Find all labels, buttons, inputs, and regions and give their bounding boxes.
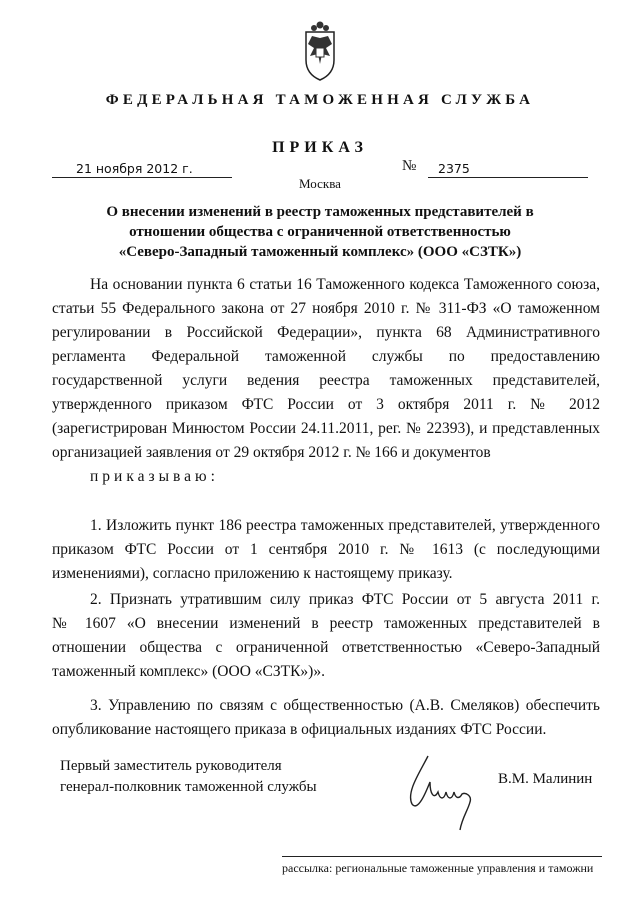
coat-of-arms-icon [298,20,342,82]
order-date: 21 ноября 2012 г. [52,160,232,178]
number-label: № [402,158,417,174]
signatory-position [60,756,317,798]
position-line: Первый заместитель руководителя [60,758,282,774]
body-line: организацией заявления от 29 октября 2012 г. № 166 и документов [52,444,491,461]
body-line: 1. Изложить пункт 186 реестра таможенных представителей, утвержденного [90,517,600,534]
body-line: регламента Федеральной таможенной службы по предоставлению [52,348,600,365]
subject-line: «Северо-Западный таможенный комплекс» (ООО «СЗТК») [118,244,522,260]
body-line: статьи 55 Федерального закона от 27 ноября 2010 г. № 311-ФЗ «О таможенном [52,300,600,317]
city: Москва [299,176,341,191]
body-line: (зарегистрирован Минюстом России 24.11.2011, рег. № 22393), и представленных [52,420,600,437]
body-line: отношении общества с ограниченной ответственностью «Северо-Западный [52,639,600,656]
document-type: ПРИКАЗ [272,139,368,156]
body-line: таможенный комплекс» (ООО «СЗТК»)». [52,663,325,680]
distribution-list: рассылка: региональные таможенные управления и таможни [282,861,594,875]
body-line: приказом ФТС России от 1 сентября 2010 г. № 1613 (с последующими [52,541,600,558]
signatory-name: В.М. Малинин [498,771,593,787]
subject-line: отношении общества с ограниченной ответственностью [129,224,511,240]
divider [282,856,602,857]
body-line: изменениями), согласно приложению к настоящему приказу. [52,565,453,582]
body-line: 3. Управлению по связям с общественностью (А.В. Смеляков) обеспечить [90,697,600,714]
body-line: На основании пункта 6 статьи 16 Таможенного кодекса Таможенного союза, [90,276,600,293]
body-line: № 1607 «О внесении изменений в реестр таможенных представителей в [52,615,600,632]
agency-name: ФЕДЕРАЛЬНАЯ ТАМОЖЕННАЯ СЛУЖБА [105,92,535,108]
order-subject [60,202,580,262]
order-verb: приказываю: [90,468,219,485]
body-line: утвержденного приказом ФТС России от 3 октября 2011 г. № 2012 [52,396,600,413]
position-line: генерал-полковник таможенной службы [60,779,317,795]
subject-line: О внесении изменений в реестр таможенных представителей в [106,204,534,220]
body-line: государственной услуги ведения реестра таможенных представителей, [52,372,600,389]
order-number: 2375 [428,160,588,178]
body-line: регулировании в Российской Федерации», пункта 68 Административного [52,324,600,341]
body-line: 2. Признать утратившим силу приказ ФТС России от 5 августа 2011 г. [90,591,600,608]
body-line: опубликование настоящего приказа в официальных изданиях ФТС России. [52,721,547,738]
handwritten-signature [400,752,480,832]
